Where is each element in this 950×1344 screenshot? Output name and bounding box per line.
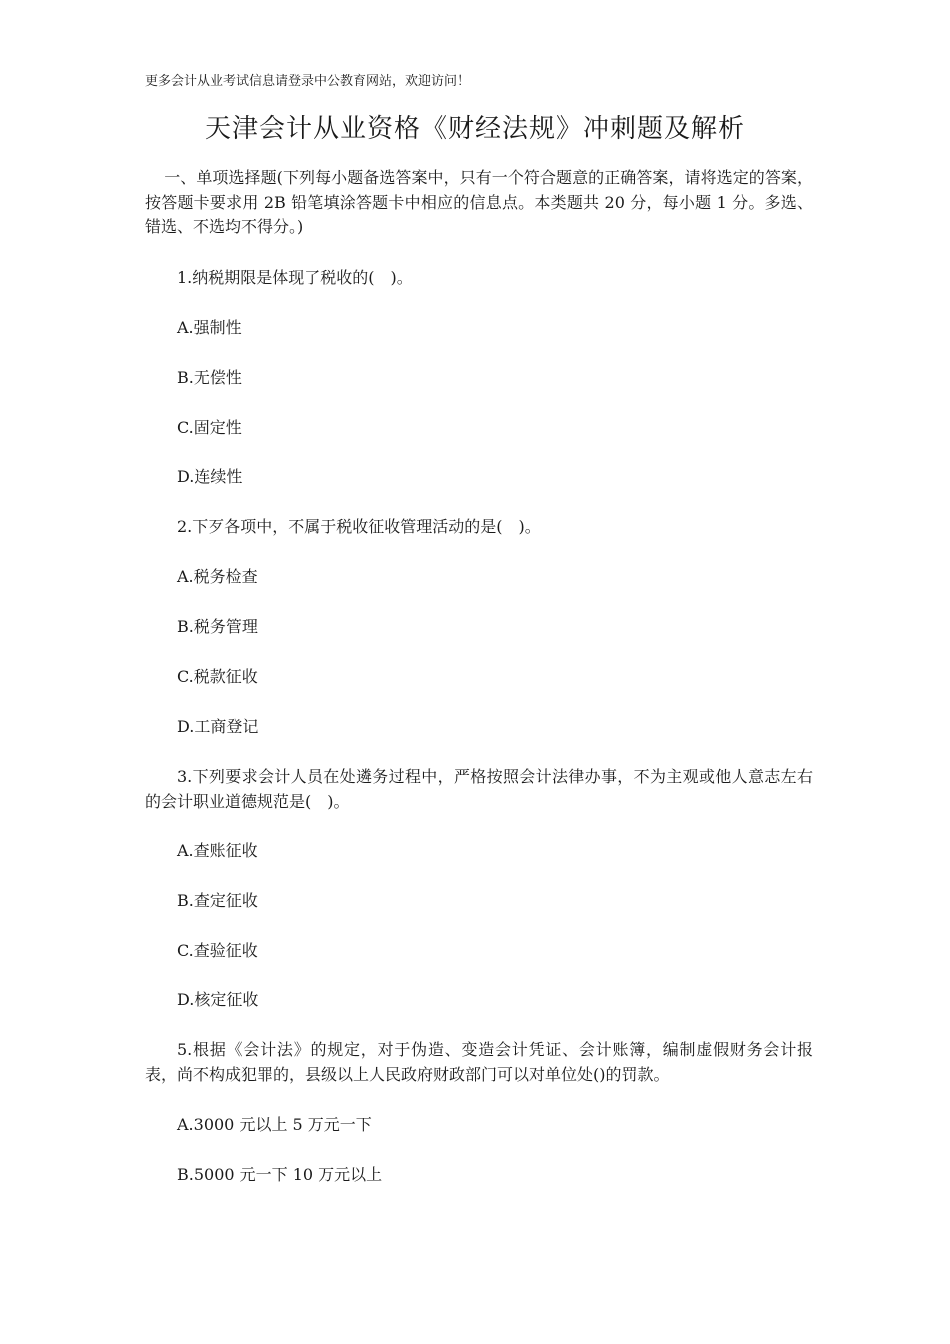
question-3-option-b: B.查定征收	[177, 891, 258, 910]
question-5-option-a: A.3000 元以上 5 万元一下	[177, 1115, 372, 1134]
question-1: 1.纳税期限是体现了税收的( )。	[177, 268, 413, 287]
question-3-option-a: A.查账征收	[177, 841, 258, 860]
document-title: 天津会计从业资格《财经法规》冲刺题及解析	[204, 114, 745, 144]
question-1-option-a: A.强制性	[177, 318, 242, 337]
question-2-option-a: A.税务检查	[177, 567, 258, 586]
question-2-option-d: D.工商登记	[177, 717, 259, 736]
header-note: 更多会计从业考试信息请登录中公教育网站，欢迎访问！	[145, 74, 471, 89]
question-1-option-c: C.固定性	[177, 418, 242, 437]
question-3-option-d: D.核定征收	[177, 990, 259, 1009]
question-2-option-c: C.税款征收	[177, 667, 258, 686]
question-3: 3.下列要求会计人员在处遴务过程中，严格按照会计法律办事，不为主观或他人意志左右的会计职业道德规范是( )。	[145, 767, 813, 811]
question-1-option-b: B.无偿性	[177, 368, 242, 387]
question-3-option-c: C.查验征收	[177, 941, 258, 960]
question-1-option-d: D.连续性	[177, 467, 243, 486]
question-5: 5.根据《会计法》的规定，对于伪造、变造会计凭证、会计账簿，编制虚假财务会计报表，尚不构成犯罪的，县级以上人民政府财政部门可以对单位处()的罚款。	[145, 1040, 813, 1084]
section-intro: 一、单项选择题(下列每小题备选答案中，只有一个符合题意的正确答案，请将选定的答案，按答题卡要求用 2B 铅笔填涂答题卡中相应的信息点。本类题共 20 分，每小题 1 分。多选、错选、不选均不得分。)	[145, 168, 813, 236]
question-2: 2.下歹各项中，不属于税收征收管理活动的是( )。	[177, 517, 541, 536]
question-5-option-b: B.5000 元一下 10 万元以上	[177, 1165, 383, 1184]
question-2-option-b: B.税务管理	[177, 617, 258, 636]
